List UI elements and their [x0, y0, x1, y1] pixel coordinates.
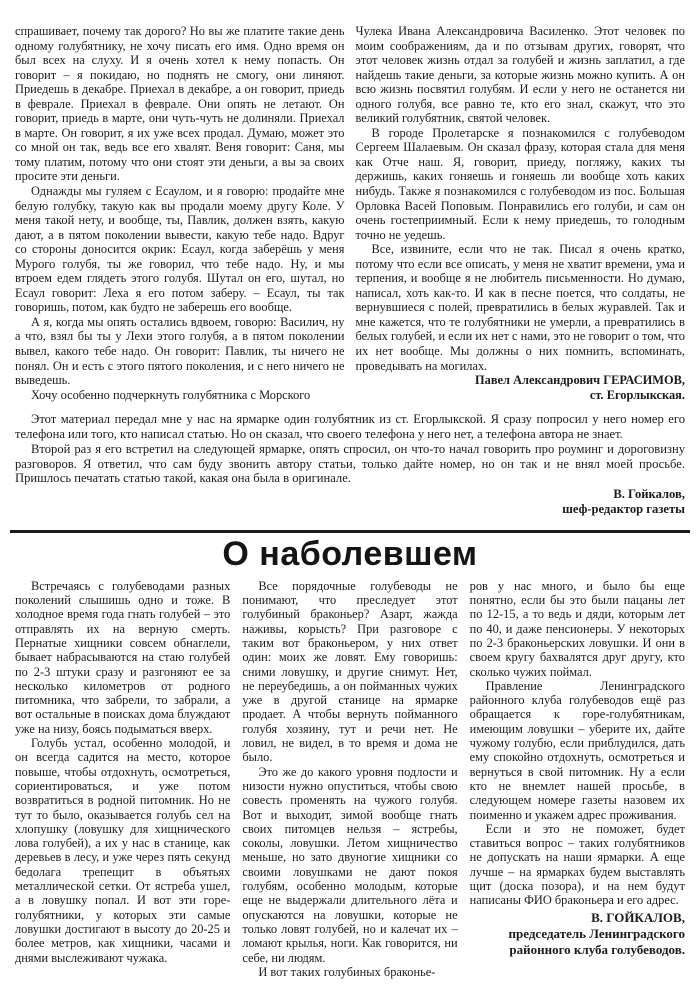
- main-article-column-3: [470, 579, 685, 979]
- main-article-column-1: [15, 579, 230, 979]
- main-article-signature: [470, 910, 685, 958]
- paragraph: В городе Пролетарске я познакомился с голубеводом Сергеем Шалаевым. Он сказал фразу, которая стала для меня как Отче наш. Я, говорит, приеду, погляжу, каких ты держишь, каких гоняешь и гоняешь ли вообще хоть каких нибудь. Также я познакомился с голубеводом из пос. Большая Орловка Васей Поповым. Понравились его голуби, и сам он очень гостеприимный. Если к нему приедешь, то голодным точно не уедешь.: [355, 125, 685, 242]
- paragraph: Все порядочные голубеводы не понимают, что преследует этот голубиный браконьер? Азарт, жажда наживы, корысть? При разговоре с таким вот браконьером, у них ответ один: моих же ловят. Ему говоришь: сними ловушку, и другие снимут. Нет, не переубедишь, а он пойманных чужих уже в другой станице на ярмарке продает. А чтобы вернуть пойманного голубя хозяину, тут и речи нет. Не ловил, не видел, в то время и дома не было.: [242, 578, 458, 765]
- main-article-section: [15, 579, 685, 979]
- signature-role-2: районного клуба голубеводов.: [509, 941, 685, 957]
- top-article-right-column: [356, 24, 686, 402]
- paragraph: Чулека Ивана Александровича Василенко. Этот человек по моим соображениям, да и по отзывам других, говорят, что этот человек жизнь отдал за голубей и жизнь заплатил, а где найдешь такие деньги, за которые жизнь можно купить. А он всю жизнь посвятил голубям. И если у него не останется ни одного голубя, все равно те, кто его знал, скажут, что это великий голубятник, святой человек.: [355, 24, 685, 126]
- top-article-signature: [356, 373, 686, 402]
- signature-role: председатель Ленинградского: [508, 925, 685, 941]
- paragraph: Если и это не поможет, будет ставиться вопрос – таких голубятников не допускать на наши ярмарки. А еще лучше – на ярмарках будем выставлять щит (доска позора), и на нем будут написаны ФИО браконьера и его адрес.: [469, 821, 685, 908]
- editor-note-section: [15, 412, 685, 517]
- paragraph: Это же до какого уровня подлости и низости нужно опуститься, чтобы свою совесть променять на чужого голубя. Вот и выходит, зимой вообще гнать своих питомцев нельзя – ястребы, соколы, ловушки. Летом хищничество меньше, но зато двуногие хищники со своими ловушками не дают покоя голубям, особенно молодым, которые еще не выдержали длительного лёта и опускаются на ловушки, которые не только ловят голубей, но и калечат их – ломают крылья, ноги. Как говорится, ни себе, ни людям.: [242, 764, 458, 965]
- signature-author: В. Гойкалов,: [613, 487, 685, 502]
- paragraph: Однажды мы гуляем с Есаулом, и я говорю: продайте мне белую голубку, такую как вы продали моему другу Коле. У меня такой нету, и вообще, ты, Павлик, должен взять, какую дают, а в пятом поколении вывести, какую тебе надо. Вдруг со стороны доносится окрик: Есаул, когда заберёшь у меня Мурого голубя, ты же говорил, что тебе надо. Ну, и мы втроем едем глядеть этого голубя. Шутал он его, шутал, но Есаул говорит: Леха я его потом заберу. – Есаул, ты так говоришь, потом, как будто не заберешь его вообще.: [15, 184, 345, 315]
- paragraph: Все, извините, если что не так. Писал я очень кратко, потому что если все описать, у меня не хватит времени, ума и терпения, и вообще я не любитель письменности. Но думаю, написал, хоть как-то. И как в песне поется, что солдаты, не вернувшиеся с полей, превратились в белых журавлей. Так и мне кажется, что те голубятники не умерли, а превратились в белых голубей, и если их нет с нами, это не говорит о том, что их нет вообще. Мы должны о них помнить, вспоминать, проведывать на могилах.: [355, 242, 685, 373]
- article-headline: О наболевшем: [222, 534, 478, 573]
- main-article-column-2: [242, 579, 457, 979]
- paragraph: Встречаясь с голубеводами разных поколений слышишь одно и тоже. В холодное время года гнать голубей – это отправлять их на верную смерть. Пернатые хищники совсем обнаглели, бывает набрасываются на стаю голубей по 2-3 штуки сразу и разгоняют ее за несколько километров от родного питомника, что забрели, то забрали, а вот остальные в поисках дома блуждают уже на низу, боясь подыматься вверх.: [15, 578, 231, 736]
- paragraph: Правление Ленинградского районного клуба голубеводов ещё раз обращается к горе-голубятникам, имеющим ловушки – уберите их, дайте чужому голубю, если приблудился, дать ему спокойно отдохнуть, осмотреться и вернуться в свой питомник. Ну а если кто не внемлет нашей просьбе, в следующем номере газеты назовем их поименно и укажем адрес проживания.: [469, 678, 685, 822]
- signature-author: Павел Александрович ГЕРАСИМОВ,: [475, 373, 685, 388]
- paragraph: спрашивает, почему так дорого? Но вы же платите такие день одному голубятнику, не хочу писать его имя. Одно время он был всех на слуху. И я очень хотел к нему попасть. Он говорит – я покидаю, но поднять не смогу, они линяют. Приедешь в декабре. Приехал в декабре, а он говорит, приедь в феврале. Приехал в феврале. Они опять не летают. Он говорит, приедь в марте, они чуть-чуть не долиняли. Приехал в марте. Он говорит, я их уже всех продал. Думаю, может это со мной он так, ведь все его хвалят. Веня говорит: Саня, мы тому платим, потому что они стоят эти деньги, а вы за своих просите эти деньги.: [15, 24, 345, 184]
- paragraph: И вот таких голубиных браконье-: [258, 964, 436, 979]
- top-article-section: [15, 24, 685, 402]
- top-article-left-column: [15, 24, 345, 402]
- editor-note-signature: [15, 487, 685, 517]
- headline-divider: [10, 530, 690, 533]
- paragraph: Хочу особенно подчеркнуть голубятника с Морского: [31, 387, 311, 402]
- paragraph: Голубь устал, особенно молодой, и он всегда садится на место, которое повыше, чтобы отдохнуть, осмотреться, сориентироваться, и уже потом возвратиться в родной питомник. Но не тут то было, оказывается голубь сел на хлопушку (ловушку для хищнического лова голубей), а их у нас в станице, как деревьев в лесу, и уже через пять секунд бедолага трепещит в объятьях металлической сетки. От ястреба ушел, а в ловушку попал. И вот эти горе-голубятники, у которых эти самые ловушки достигают в высоту до 20-25 и более метров, как хищники, часами и днями выслеживают чужака.: [15, 736, 231, 965]
- paragraph: ров у нас много, и было бы еще понятно, если бы это были пацаны лет по 12-15, а то ведь и дяди, которым лет по 40, и даже пенсионеры. У некоторых по 2-3 браконьерских ловушки. И они в своем кругу бахвалятся друг другу, кто сколько чужих поймал.: [469, 578, 685, 679]
- signature-author: В. ГОЙКАЛОВ,: [591, 909, 685, 925]
- signature-place: ст. Егорлыкская.: [589, 387, 685, 402]
- paragraph: Этот материал передал мне у нас на ярмарке один голубятник из ст. Егорлыкской. Я сразу попросил у него номер его телефона или того, кто написал статью. Но он сказал, что своего телефона у него нет, а телефона автора не знает.: [15, 412, 685, 442]
- signature-role: шеф-редактор газеты: [562, 502, 685, 516]
- paragraph: Второй раз я его встретил на следующей ярмарке, опять спросил, он что-то начал говорить про роуминг и дороговизну разговоров. Я ответил, что сам буду звонить автору статьи, только дайте номер, но он так и не внял моей просьбе. Пришлось печатать статью такой, какая она была в оригинале.: [15, 441, 685, 486]
- paragraph: А я, когда мы опять остались вдвоем, говорю: Василич, ну а что, взял бы ты у Лехи этого голубя, а в пятом поколении вывел, какого тебе надо. Он говорит: Павлик, ты ничего не понял. Он и есть с этого пятого поколения, и с него ничего не выведешь.: [15, 314, 345, 388]
